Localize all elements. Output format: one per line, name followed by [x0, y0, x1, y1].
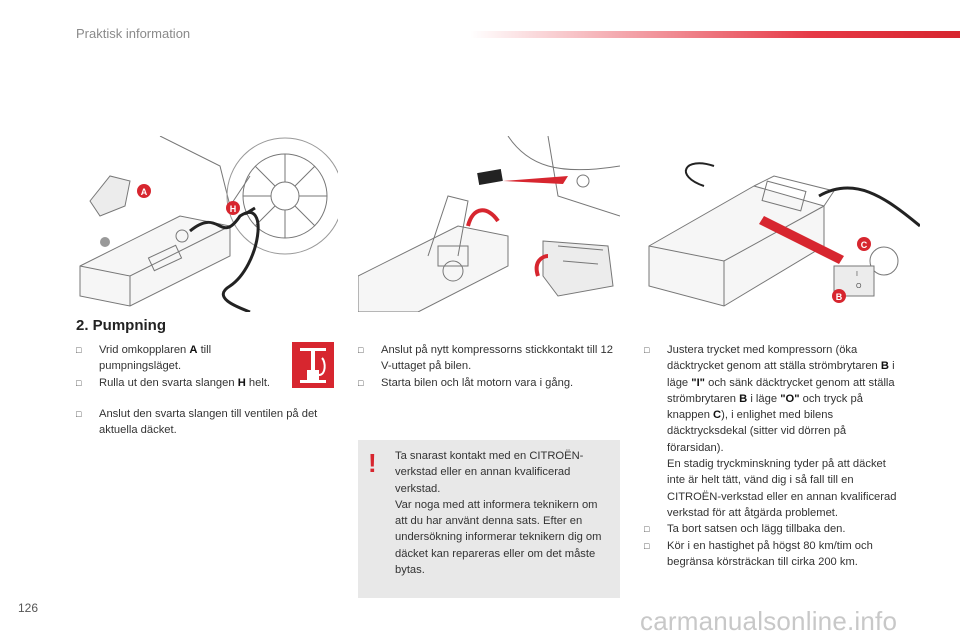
step-remove-kit: □ Ta bort satsen och lägg tillbaka den. [644, 521, 904, 537]
page-number: 126 [18, 601, 39, 615]
label-h: H [229, 204, 237, 214]
page-header: Praktisk information [76, 26, 191, 41]
switch-label-i: I [856, 271, 858, 278]
label-a: A [140, 187, 148, 197]
switch-label-o: O [856, 283, 862, 290]
step-turn-switch: □ Vrid omkopplaren A till pumpningsläget. [76, 342, 286, 375]
column-1-continued [76, 406, 328, 439]
illustration-switch-button [644, 136, 920, 312]
step-adjust-pressure: □ Justera trycket med kompressorn (öka däcktrycket genom att ställa strömbrytaren B i läge "I" och sänk däcktrycket genom att ställa strömbrytaren B i läge "O" och tryck på knappen C), i enlighet med bilens däcktrycksdekal (sitter vid dörren på förarsidan). [644, 342, 904, 456]
column-3 [644, 342, 904, 570]
column-1 [76, 342, 286, 391]
pump-icon [292, 342, 334, 388]
exclamation-icon: ! [368, 448, 377, 478]
step-reconnect-plug: □ Anslut på nytt kompressorns stickkontakt till 12 V-uttaget på bilen. [358, 342, 620, 375]
step-start-engine: □ Starta bilen och låt motorn vara i gång. [358, 375, 620, 391]
watermark: carmanualsonline.info [640, 606, 898, 636]
header-accent-bar [470, 31, 960, 38]
warning-text: Ta snarast kontakt med en CITROËN-verkstad eller en annan kvalificerad verkstad. Var noga med att informera teknikern om att du har använt denna sats. Efter en undersökning informerar teknikern dig om däcket kan repareras eller om det måste bytas. [395, 450, 602, 577]
label-b: B [835, 292, 843, 302]
step-speed-limit: □ Kör i en hastighet på högst 80 km/tim och begränsa körsträckan till cirka 200 km. [644, 538, 904, 571]
pressure-loss-note: En stadig tryckminskning tyder på att däcket inte är helt tätt, vänd dig i så fall till en CITROËN-verkstad eller en annan kvalificerad verkstad för att åtgärda problemet. [667, 458, 897, 519]
illustration-plug-key [358, 136, 620, 312]
step-connect-hose: □ Anslut den svarta slangen till ventilen på det aktuella däcket. [76, 406, 328, 439]
section-title: 2. Pumpning [76, 317, 166, 334]
step-unroll-hose: □ Rulla ut den svarta slangen H helt. [76, 375, 286, 391]
warning-box [358, 440, 620, 598]
column-2 [358, 342, 620, 391]
illustration-compressor-tyre [70, 136, 338, 312]
label-c: C [860, 240, 868, 250]
